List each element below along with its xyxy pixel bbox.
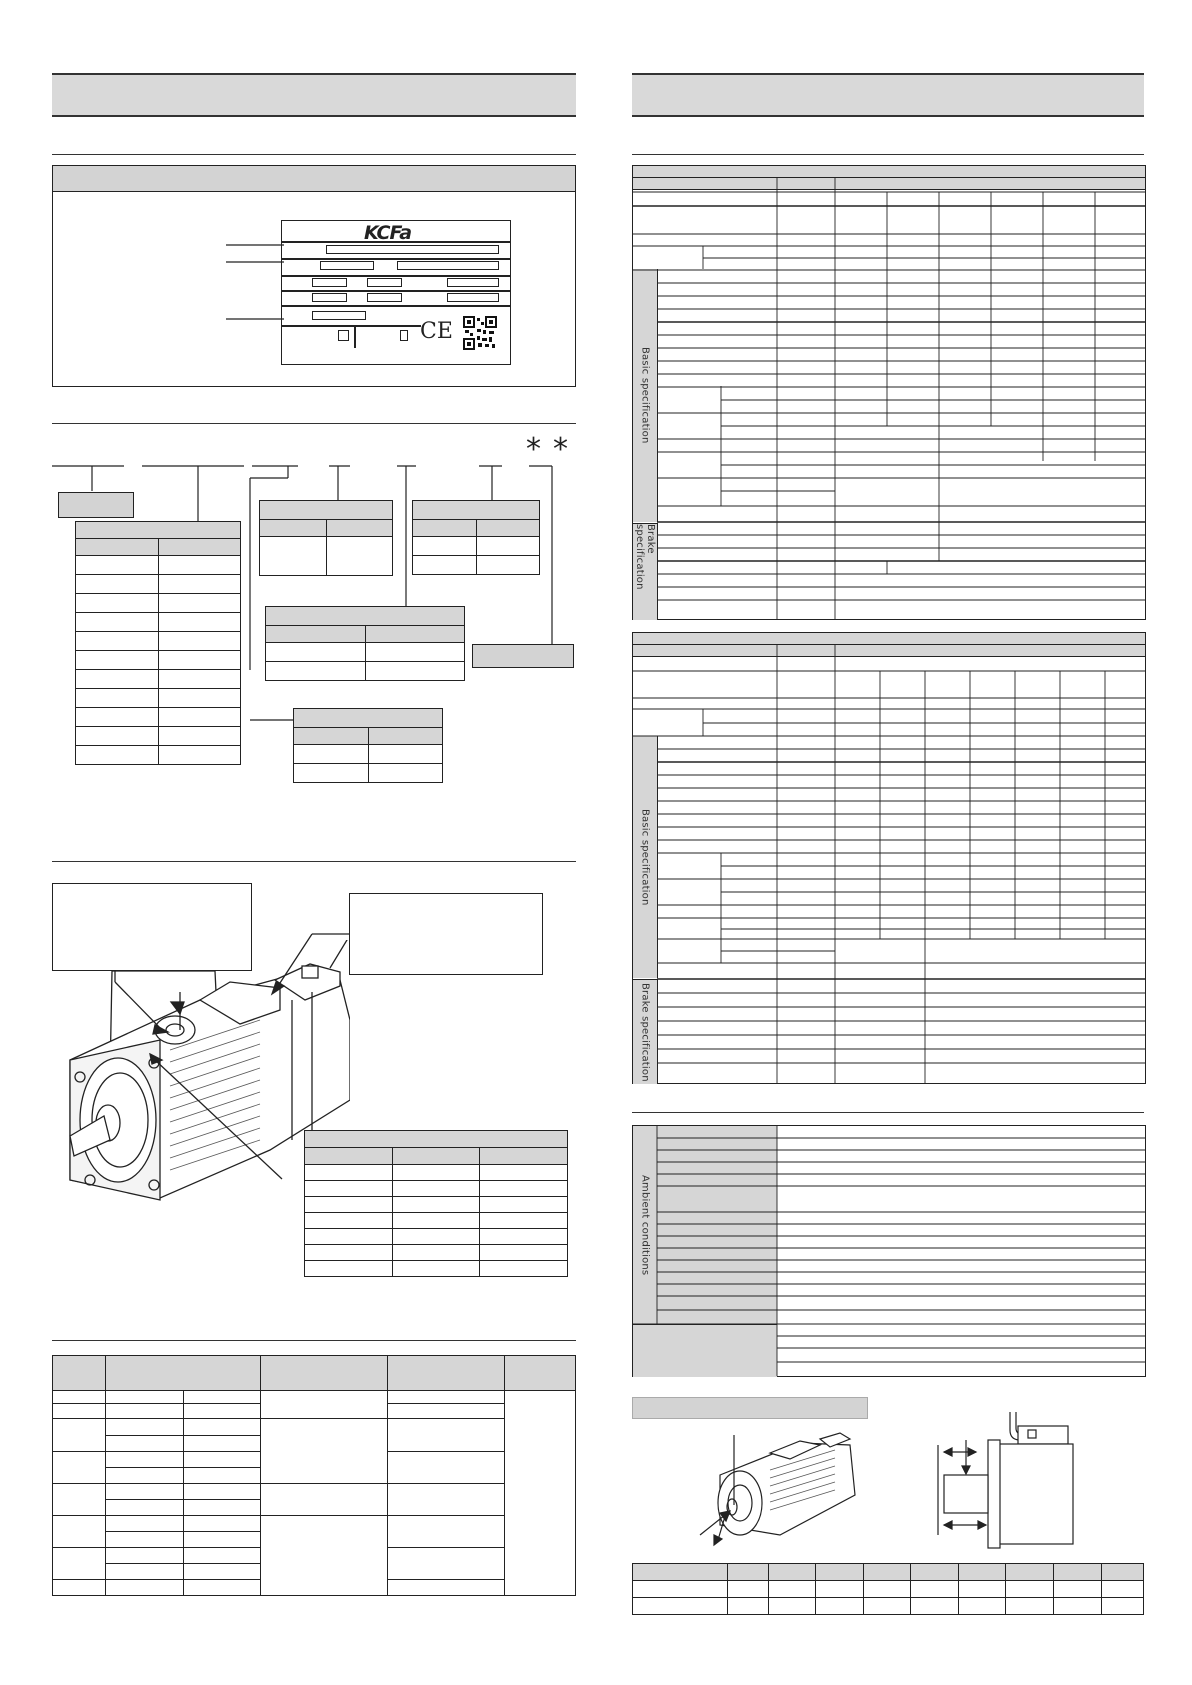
capacity-code-table (75, 521, 241, 765)
nameplate-checkbox-2 (400, 330, 408, 341)
section-rule-nameplate (52, 154, 576, 155)
special-code-box (472, 644, 574, 668)
section-rule-specs (632, 154, 1144, 155)
brake-spec-label-1: Brake specification (633, 523, 658, 620)
pin-assignment-table (304, 1130, 568, 1277)
right-page-header-bar (632, 73, 1144, 117)
nameplate-field-serial (312, 311, 366, 320)
model-code-connector (245, 700, 295, 730)
nameplate-field-a (320, 261, 374, 270)
shaft-side-view-icon (930, 1410, 1080, 1550)
nameplate-callout-lines (200, 230, 290, 330)
shaft-load-table (632, 1563, 1144, 1615)
shaft-code-table (412, 500, 540, 575)
spec-table-1 (632, 165, 1146, 620)
nameplate-field-f (312, 293, 347, 302)
voltage-code-table (293, 708, 443, 783)
ambient-conditions-label: Ambient conditions (633, 1126, 658, 1324)
power-callout-line (268, 930, 358, 1020)
basic-spec-label-2: Basic specification (633, 736, 658, 978)
ambient-table (632, 1125, 1146, 1377)
section-rule-ambient (632, 1112, 1144, 1113)
nameplate-field-h (447, 293, 499, 302)
nameplate-field-e (447, 278, 499, 287)
nameplate-field-d (367, 278, 402, 287)
spec-table-2 (632, 632, 1146, 1084)
nameplate-field-b (397, 261, 499, 270)
ce-mark: CE (420, 319, 453, 344)
nameplate-panel-title-bar (53, 166, 575, 192)
drive-matching-table (52, 1355, 576, 1596)
section-rule-appearance (52, 861, 576, 862)
brake-spec-label-2: Brake specification (633, 979, 658, 1084)
qr-code-icon (463, 316, 497, 350)
left-page-header-bar (52, 73, 576, 117)
suffix-symbol-1: * (526, 432, 541, 467)
section-rule-model-code (52, 423, 576, 424)
shaft-load-title-bar (632, 1397, 868, 1419)
suffix-symbol-2: * (553, 432, 568, 467)
nameplate-checkbox-1 (338, 330, 349, 341)
basic-spec-label-1: Basic specification (633, 269, 658, 522)
section-rule-matching (52, 1340, 576, 1341)
encoder-code-table (259, 500, 393, 576)
nameplate-brand-logo: KCFa (364, 222, 412, 244)
nameplate-field-g (367, 293, 402, 302)
nameplate-field-model (326, 245, 499, 254)
brake-code-table (265, 606, 465, 681)
nameplate-field-c (312, 278, 347, 287)
callout-box-power (349, 893, 543, 975)
series-code-box (58, 492, 134, 518)
shaft-load-motor-icon (690, 1425, 870, 1555)
nameplate-label (281, 220, 511, 365)
